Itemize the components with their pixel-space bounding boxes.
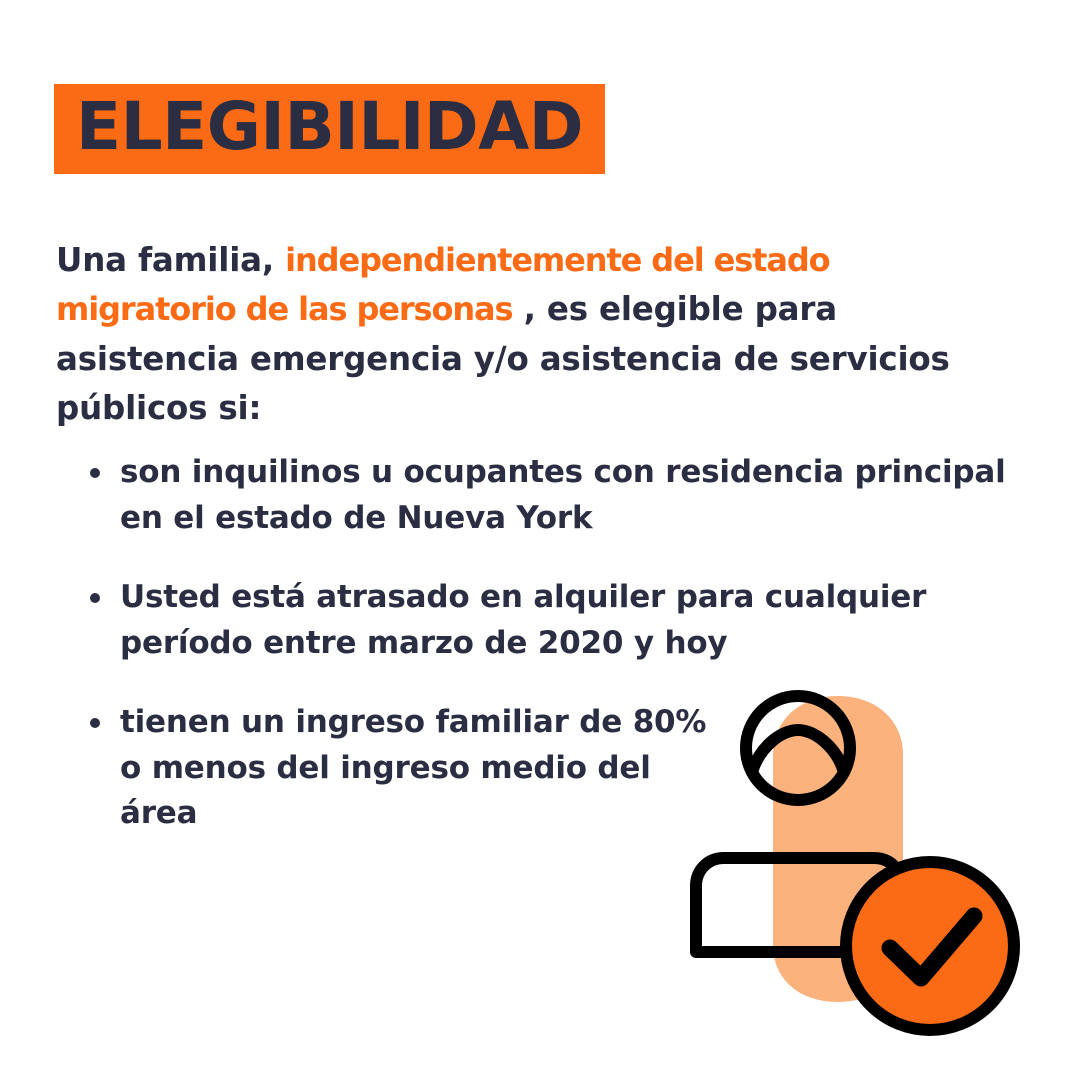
list-item-label: son inquilinos u ocupantes con residencia principal en el estado de Nueva York xyxy=(120,454,1006,536)
bullet-dot-icon xyxy=(90,593,100,603)
list-item-label: Usted está atrasado en alquiler para cualquier período entre marzo de 2020 y hoy xyxy=(120,579,927,661)
page-title-text: ELEGIBILIDAD xyxy=(76,88,584,165)
list-item-label: tienen un ingreso familiar de 80% o menos del ingreso medio del área xyxy=(120,704,707,832)
bullet-dot-icon xyxy=(90,718,100,728)
intro-part-one: Una familia, xyxy=(56,241,286,279)
list-item xyxy=(84,575,1014,666)
intro-highlight: independientemente del estado migratorio de las personas xyxy=(56,241,830,329)
list-item xyxy=(84,700,720,837)
intro-part-two: , es elegible para asistencia emergencia y/o asistencia de servicios públicos si: xyxy=(56,290,950,428)
bullet-dot-icon xyxy=(90,468,100,478)
intro-paragraph xyxy=(56,236,996,434)
title-highlight-badge xyxy=(54,84,605,174)
list-item xyxy=(84,450,1014,541)
person-with-checkmark-illustration xyxy=(678,690,1058,1050)
page-title xyxy=(54,84,605,174)
